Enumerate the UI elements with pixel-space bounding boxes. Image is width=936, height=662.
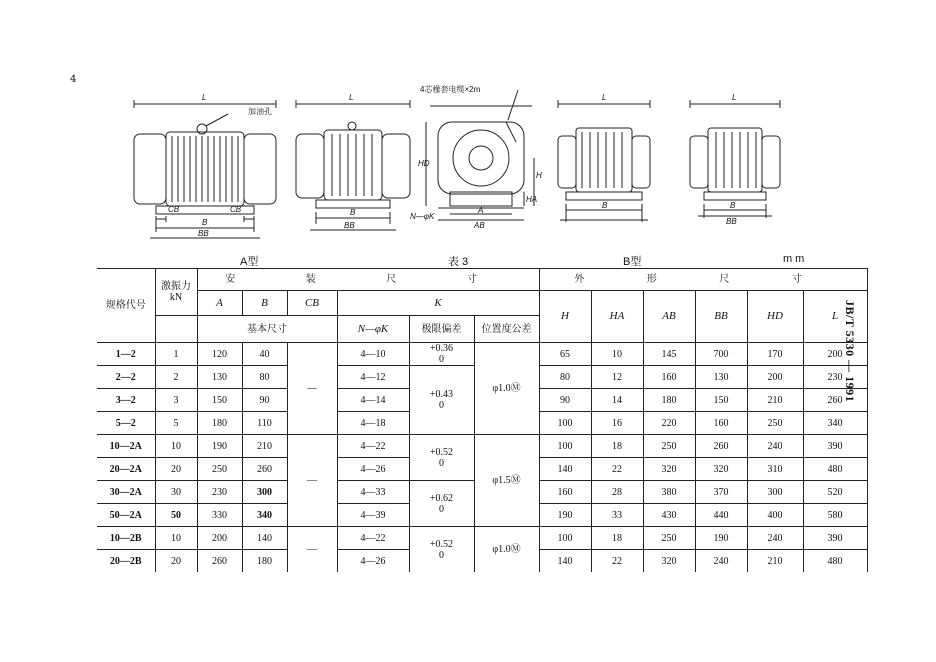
header-cb: CB (287, 291, 337, 316)
label-oil-hole: 加油孔 (248, 107, 272, 116)
position-cell: φ1.0Ⓜ (474, 527, 539, 573)
tolerance-cell: +0.62 0 (409, 481, 474, 527)
tolerance-cell: +0.43 0 (409, 366, 474, 435)
label-bb-3: BB (726, 217, 737, 226)
header-outline: 外 形 尺 寸 (539, 269, 867, 291)
tolerance-cell: +0.52 0 (409, 527, 474, 573)
header-force-blank (155, 316, 197, 343)
tolerance-cell: +0.52 0 (409, 435, 474, 481)
label-b-1: B (202, 218, 208, 227)
label-ha: HA (526, 195, 538, 204)
header-hd: HD (747, 291, 803, 343)
position-cell: φ1.5Ⓜ (474, 435, 539, 527)
spec-table (97, 268, 868, 572)
table-row: 20—2A 20 250 260 4—26 140 22 320 320 310 480 (97, 458, 867, 481)
label-cb-2: CB (230, 205, 242, 214)
label-a: A (478, 206, 484, 215)
caption-type-b: B型 (623, 256, 642, 268)
label-bb-1: BB (198, 229, 209, 238)
table-row: 20—2B 20 260 180 4—26 140 22 320 240 210 480 (97, 550, 867, 573)
caption-type-a: A型 (240, 256, 259, 268)
table-row: 10—2B 10 200 140 — 4—22 +0.52 0 φ1.0Ⓜ 100 18 250 190 240 390 (97, 527, 867, 550)
cb-dash: — (287, 527, 337, 573)
table-row: 30—2A 30 230 300 4—33 +0.62 0 160 28 380 370 300 520 (97, 481, 867, 504)
cb-dash: — (287, 343, 337, 435)
header-nk: N—φK (337, 316, 409, 343)
label-bb-2: BB (344, 221, 355, 230)
technical-drawings (120, 82, 820, 252)
table-row: 2—2 2 130 80 4—12 +0.43 0 80 12 160 130 200 230 (97, 366, 867, 389)
header-ha: HA (591, 291, 643, 343)
table-title: 表 3 (448, 256, 469, 268)
table-row: 1—2 1 120 40 — 4—10 +0.36 0 φ1.0Ⓜ 65 10 145 700 170 200 (97, 343, 867, 366)
label-l-4: L (732, 93, 737, 102)
label-cb-1: CB (168, 205, 180, 214)
label-l-3: L (602, 93, 607, 102)
page-number: 4 (70, 74, 77, 85)
header-bb: BB (695, 291, 747, 343)
header-limit: 极限偏差 (409, 316, 474, 343)
header-model: 规格代号 (97, 269, 155, 343)
unit-label: mm (783, 253, 808, 265)
header-position: 位置度公差 (474, 316, 539, 343)
position-cell: φ1.0Ⓜ (474, 343, 539, 435)
header-b: B (242, 291, 287, 316)
drawings-svg (120, 82, 820, 252)
label-b-2: B (350, 208, 356, 217)
table-row: 10—2A 10 190 210 — 4—22 +0.52 0 φ1.5Ⓜ 100 18 250 260 240 390 (97, 435, 867, 458)
label-cable: 4芯橡套电缆×2m (420, 85, 481, 94)
header-l: L (803, 291, 867, 343)
header-ab: AB (643, 291, 695, 343)
header-h: H (539, 291, 591, 343)
header-basic: 基本尺寸 (197, 316, 337, 343)
label-hd: HD (418, 159, 430, 168)
table-row: 50—2A 50 330 340 4—39 190 33 430 440 400 580 (97, 504, 867, 527)
label-nk: N—φK (410, 212, 435, 221)
header-k: K (337, 291, 539, 316)
label-b-3: B (602, 201, 608, 210)
label-h: H (536, 171, 542, 180)
drawing-end-view (426, 90, 534, 220)
label-l-2: L (349, 93, 354, 102)
standard-number: JB/T 5330 — 1991 (843, 300, 857, 403)
label-b-4: B (730, 201, 736, 210)
tolerance-cell: +0.36 0 (409, 343, 474, 366)
header-force: 激振力 kN (155, 269, 197, 316)
header-a: A (197, 291, 242, 316)
table-row: 3—2 3 150 90 4—14 90 14 180 150 210 260 (97, 389, 867, 412)
label-l-1: L (202, 93, 207, 102)
cb-dash: — (287, 435, 337, 527)
label-ab: AB (474, 221, 485, 230)
table-row: 5—2 5 180 110 4—18 100 16 220 160 250 340 (97, 412, 867, 435)
header-install: 安 装 尺 寸 (197, 269, 539, 291)
